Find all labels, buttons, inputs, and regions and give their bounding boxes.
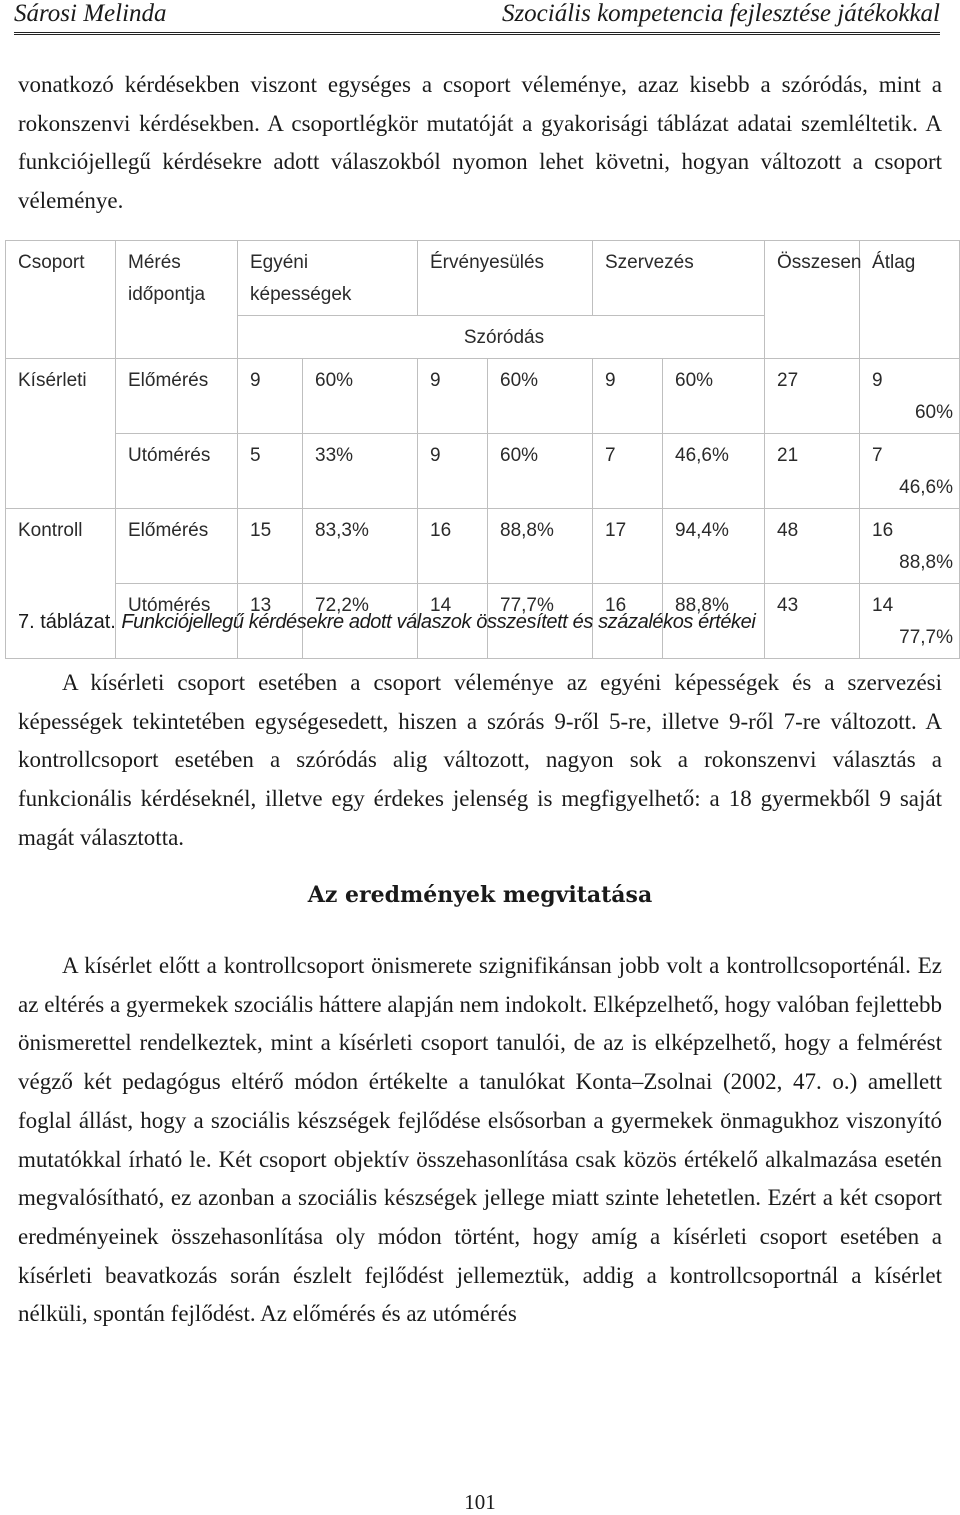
cell-egyeni-n: 9 bbox=[238, 359, 303, 434]
cell-group: Kísérleti bbox=[6, 359, 116, 434]
cell-ervenyesules-n: 9 bbox=[418, 434, 488, 509]
header-szorodas: Szóródás bbox=[238, 316, 765, 359]
cell-szervezes-p: 60% bbox=[663, 359, 765, 434]
cell-ervenyesules-p: 60% bbox=[488, 359, 593, 434]
cell-szervezes-p: 94,4% bbox=[663, 509, 765, 584]
cell-egyeni-p: 33% bbox=[303, 434, 418, 509]
cell-total: 21 bbox=[765, 434, 860, 509]
cell-ervenyesules-p: 88,8% bbox=[488, 509, 593, 584]
cell-avg-p: 60% bbox=[914, 402, 954, 423]
header-author: Sárosi Melinda bbox=[14, 0, 167, 27]
paragraph-3: A kísérlet előtt a kontrollcsoport önismerete szignifikánsan jobb volt a kontrollcsoporténál. Ez az eltérés a gyermekek szociális háttere alapján nem indokolt. Elképzelhető, hogy valóban fejlettebb önismerettel rendelkeztek, mint a kísérleti csoport tanulói, de az is elképzelhető, hogy a felmérést végző két pedagógus eltérő módon értékelte a tanulókat Konta–Zsolnai (2002, 47. o.) amellett foglal állást, hogy a szociális készségek fejlődése elsősorban a gyermekek önmagukhoz viszonyító mutatókkal írható le. Két csoport objektív összehasonlítása csak közös értékelő alkalmazása esetén megvalósítható, ez azonban a szociális készségek jellege miatt szinte lehetetlen. Ezért a két csoport eredményeinek összehasonlítása oly módon történt, hogy amíg a kísérleti csoport esetében a kísérleti beavatkozás során észlelt fejlődést jellemeztük, addig a kontrollcsoportnál a kísérlet nélküli, spontán fejlődést. Az előmérés és az utómérés bbox=[18, 953, 942, 1327]
cell-time: Utómérés bbox=[116, 434, 238, 509]
cell-avg-n: 7 bbox=[872, 445, 883, 466]
cell-egyeni-p: 83,3% bbox=[303, 509, 418, 584]
cell-egyeni-n: 5 bbox=[238, 434, 303, 509]
cell-egyeni-n: 13 bbox=[238, 584, 303, 659]
cell-avg-p: 46,6% bbox=[899, 477, 954, 498]
running-header bbox=[14, 0, 940, 35]
cell-ervenyesules-n: 16 bbox=[418, 509, 488, 584]
page-number: 101 bbox=[464, 1490, 496, 1514]
cell-ervenyesules-p: 77,7% bbox=[488, 584, 593, 659]
cell-time: Előmérés bbox=[116, 359, 238, 434]
table-row bbox=[6, 509, 960, 584]
cell-time: Előmérés bbox=[116, 509, 238, 584]
cell-group bbox=[6, 434, 116, 509]
cell-avg-n: 16 bbox=[872, 520, 894, 541]
table-caption bbox=[18, 606, 948, 637]
header-egyeni: Egyéni képességek bbox=[238, 241, 418, 316]
cell-szervezes-n: 16 bbox=[593, 584, 663, 659]
header-csoport: Csoport bbox=[6, 241, 116, 316]
cell-egyeni-p: 60% bbox=[303, 359, 418, 434]
header-meres: Mérés időpontja bbox=[116, 241, 238, 316]
cell-ervenyesules-p: 60% bbox=[488, 434, 593, 509]
header-atlag: Átlag bbox=[860, 241, 960, 316]
cell-avg-n: 14 bbox=[872, 595, 894, 616]
cell-avg bbox=[860, 359, 960, 434]
table-row bbox=[6, 434, 960, 509]
cell-szervezes-p: 46,6% bbox=[663, 434, 765, 509]
cell-ervenyesules-n: 14 bbox=[418, 584, 488, 659]
table-row bbox=[6, 359, 960, 434]
cell-avg-n: 9 bbox=[872, 370, 883, 391]
table-subheader-row bbox=[6, 316, 960, 359]
cell-avg-p: 88,8% bbox=[899, 552, 954, 573]
header-osszesen: Összesen bbox=[765, 241, 860, 316]
cell-ervenyesules-n: 9 bbox=[418, 359, 488, 434]
cell-avg-p: 77,7% bbox=[899, 627, 954, 648]
cell-szervezes-n: 7 bbox=[593, 434, 663, 509]
section-heading: Az eredmények megvitatása bbox=[307, 882, 653, 908]
cell-egyeni-n: 15 bbox=[238, 509, 303, 584]
caption-title: Funkciójellegű kérdésekre adott válaszok összesített és százalékos értékei bbox=[121, 611, 756, 633]
cell-group: Kontroll bbox=[6, 509, 116, 584]
cell-avg bbox=[860, 434, 960, 509]
intro-paragraph: vonatkozó kérdésekben viszont egységes a csoport véleménye, azaz kisebb a szóródás, mint a rokonszenvi kérdésekben. A csoportlégkör mutatóját a gyakorisági táblázat adatai szemléltetik. A funkciójellegű kérdésekre adott válaszokból nyomon lehet követni, hogyan változott a csoport véleménye. bbox=[18, 72, 942, 214]
header-szervezes: Szervezés bbox=[593, 241, 765, 316]
cell-szervezes-n: 9 bbox=[593, 359, 663, 434]
cell-time: Utómérés bbox=[116, 584, 238, 659]
cell-egyeni-p: 72,2% bbox=[303, 584, 418, 659]
cell-avg bbox=[860, 509, 960, 584]
cell-szervezes-p: 88,8% bbox=[663, 584, 765, 659]
caption-label: 7. táblázat. bbox=[18, 611, 116, 633]
header-title: Szociális kompetencia fejlesztése játékokkal bbox=[501, 0, 940, 27]
cell-total: 48 bbox=[765, 509, 860, 584]
results-table bbox=[5, 240, 960, 659]
paragraph-2: A kísérleti csoport esetében a csoport véleménye az egyéni képességek és a szervezési képességek tekintetében egységesedett, hiszen a szórás 9-ről 5-re, illetve 9-ről 7-re változott. A kontrollcsoport esetében a szóródás alig változott, nagyon sok a rokonszenvi választás a funkcionális kérdéseknél, illetve egy érdekes jelenség is megfigyelhető: a 18 gyermekből 9 saját magát választotta. bbox=[18, 670, 942, 850]
cell-szervezes-n: 17 bbox=[593, 509, 663, 584]
table-header-row bbox=[6, 241, 960, 316]
cell-total: 43 bbox=[765, 584, 860, 659]
cell-total: 27 bbox=[765, 359, 860, 434]
header-ervenyesules: Érvényesülés bbox=[418, 241, 593, 316]
